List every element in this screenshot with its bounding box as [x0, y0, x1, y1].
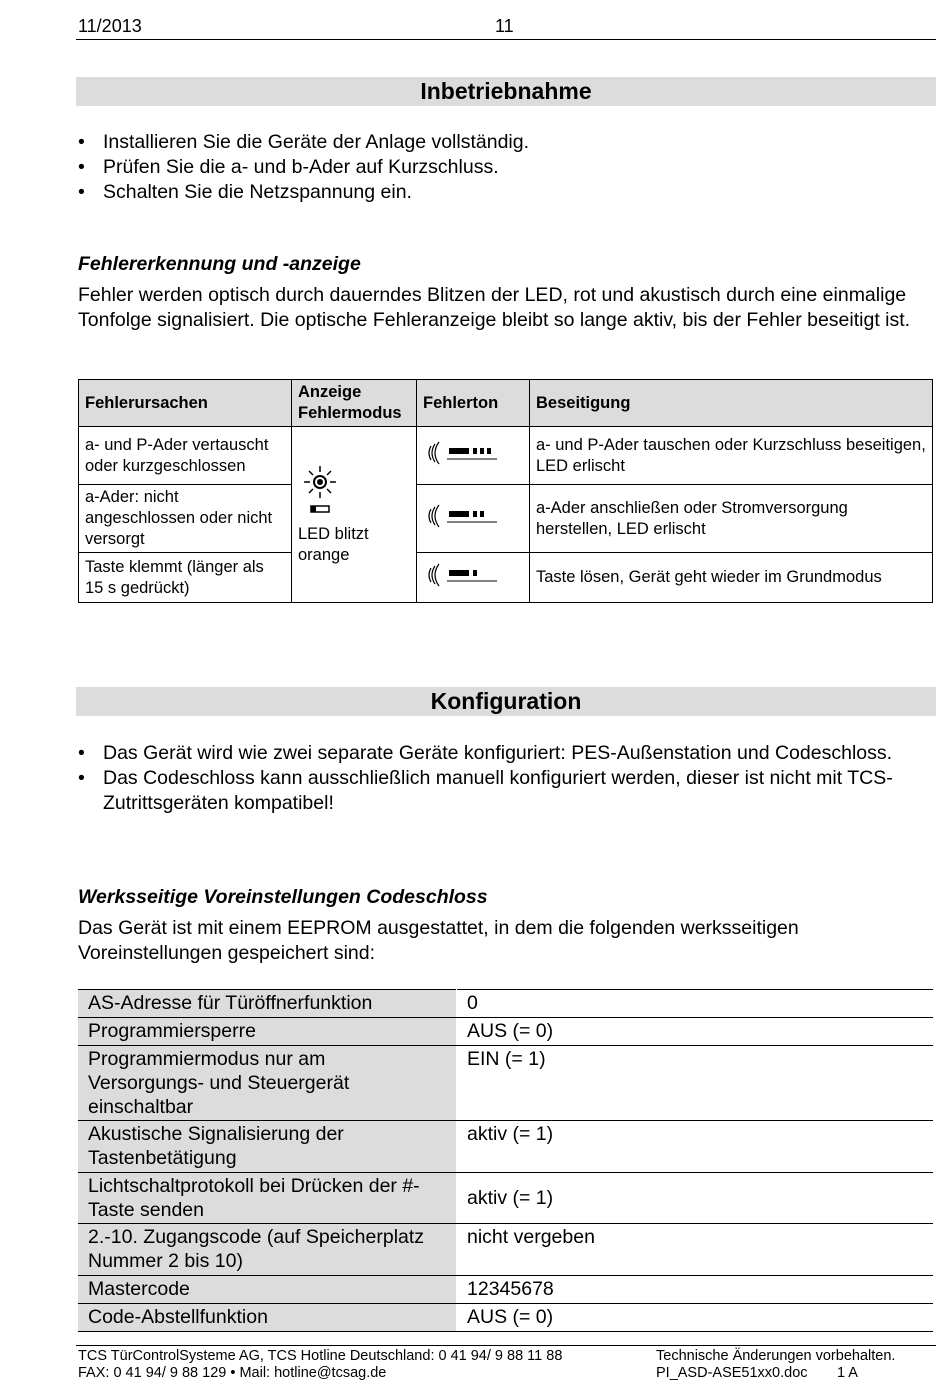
setting-value: AUS (= 0)	[457, 1304, 934, 1332]
list-item: • Prüfen Sie die a- und b-Ader auf Kurzschluss.	[78, 155, 928, 180]
table-row	[78, 1046, 933, 1121]
defaults-table	[78, 989, 933, 1332]
fix-cell: a-Ader anschließen oder Stromversorgung herstellen, LED erlischt	[530, 485, 933, 553]
cause-cell: a- und P-Ader vertauscht oder kurzgeschlossen	[79, 427, 292, 485]
footer-contact: FAX: 0 41 94/ 9 88 129 • Mail: hotline@tcsag.de	[78, 1365, 387, 1381]
cause-cell: Taste klemmt (länger als 15 s gedrückt)	[79, 553, 292, 603]
footer-version: 1 A	[837, 1365, 858, 1381]
column-header: Anzeige Fehlermodus	[292, 380, 417, 427]
setting-value: aktiv (= 1)	[457, 1173, 934, 1224]
table-header-row	[79, 380, 933, 427]
page-number: 11	[495, 16, 514, 36]
tone-cell	[417, 427, 530, 485]
table-row	[79, 485, 933, 553]
column-header: Beseitigung	[530, 380, 933, 427]
column-header: Fehlerursachen	[79, 380, 292, 427]
table-row	[78, 1173, 933, 1224]
setting-name: Mastercode	[78, 1276, 457, 1304]
setting-name: Akustische Signalisierung der Tastenbetätigung	[78, 1121, 457, 1173]
cause-cell: a-Ader: nicht angeschlossen oder nicht versorgt	[79, 485, 292, 553]
section-bar-konfiguration	[76, 687, 936, 716]
list-item: • Schalten Sie die Netzspannung ein.	[78, 180, 928, 205]
setting-value: 12345678	[457, 1276, 934, 1304]
inbetrieb-list	[78, 130, 928, 205]
paragraph-fehler: Fehler werden optisch durch dauerndes Blitzen der LED, rot und akustisch durch eine einmalige Tonfolge signalisiert. Die optische Fehleranzeige bleibt so lange aktiv, bis der Fehler beseitigt ist.	[78, 284, 911, 331]
sound-tone-icon	[423, 562, 501, 588]
footer-disclaimer: Technische Änderungen vorbehalten.	[656, 1348, 896, 1364]
indicator-cell	[292, 427, 417, 603]
table-row	[78, 990, 933, 1018]
section-title: Inbetriebnahme	[420, 78, 592, 104]
section-bar-inbetriebnahme	[76, 77, 936, 106]
list-item: • Das Codeschloss kann ausschließlich manuell konfiguriert werden, dieser ist nicht mit TCS-Zutrittsgeräten kompatibel!	[78, 766, 928, 816]
setting-name: Lichtschaltprotokoll bei Drücken der #-Taste senden	[78, 1173, 457, 1224]
setting-name: 2.-10. Zugangscode (auf Speicherplatz Nummer 2 bis 10)	[78, 1224, 457, 1276]
paragraph-werk: Das Gerät ist mit einem EEPROM ausgestattet, in dem die folgenden werksseitigen Voreinstellungen gespeichert sind:	[78, 917, 799, 964]
header-divider	[76, 39, 936, 40]
setting-value: AUS (= 0)	[457, 1018, 934, 1046]
table-row	[78, 1018, 933, 1046]
header-date: 11/2013	[78, 16, 142, 36]
list-item: • Installieren Sie die Geräte der Anlage vollständig.	[78, 130, 928, 155]
setting-name: Code-Abstellfunktion	[78, 1304, 457, 1332]
footer-docname: PI_ASD-ASE51xx0.doc	[656, 1365, 808, 1381]
footer-hotline: TCS TürControlSysteme AG, TCS Hotline Deutschland: 0 41 94/ 9 88 11 88	[78, 1348, 563, 1364]
setting-value: 0	[457, 990, 934, 1018]
subheading-fehler: Fehlererkennung und -anzeige	[78, 253, 361, 275]
led-label: LED blitzt orange	[298, 524, 369, 564]
table-row	[79, 553, 933, 603]
section-title: Konfiguration	[430, 688, 582, 714]
setting-name: Programmiersperre	[78, 1018, 457, 1046]
column-header: Fehlerton	[417, 380, 530, 427]
sound-tone-icon	[423, 503, 501, 529]
tone-cell	[417, 485, 530, 553]
sound-tone-icon	[423, 440, 501, 466]
konfig-list	[78, 741, 928, 816]
error-table	[78, 379, 933, 603]
fix-cell: a- und P-Ader tauschen oder Kurzschluss beseitigen, LED erlischt	[530, 427, 933, 485]
table-row	[78, 1121, 933, 1173]
setting-value: nicht vergeben	[457, 1224, 934, 1276]
table-row	[79, 427, 933, 485]
setting-value: EIN (= 1)	[457, 1046, 934, 1121]
list-item: • Das Gerät wird wie zwei separate Geräte konfiguriert: PES-Außenstation und Codeschloss.	[78, 741, 928, 766]
setting-value: aktiv (= 1)	[457, 1121, 934, 1173]
tone-cell	[417, 553, 530, 603]
table-row	[78, 1276, 933, 1304]
subheading-werk: Werksseitige Voreinstellungen Codeschloss	[78, 886, 488, 908]
setting-name: AS-Adresse für Türöffnerfunktion	[78, 990, 457, 1018]
table-row	[78, 1304, 933, 1332]
flashing-led-icon	[298, 464, 342, 516]
table-row	[78, 1224, 933, 1276]
footer-divider	[76, 1345, 936, 1346]
setting-name: Programmiermodus nur am Versorgungs- und Steuergerät einschaltbar	[78, 1046, 457, 1121]
fix-cell: Taste lösen, Gerät geht wieder im Grundmodus	[530, 553, 933, 603]
